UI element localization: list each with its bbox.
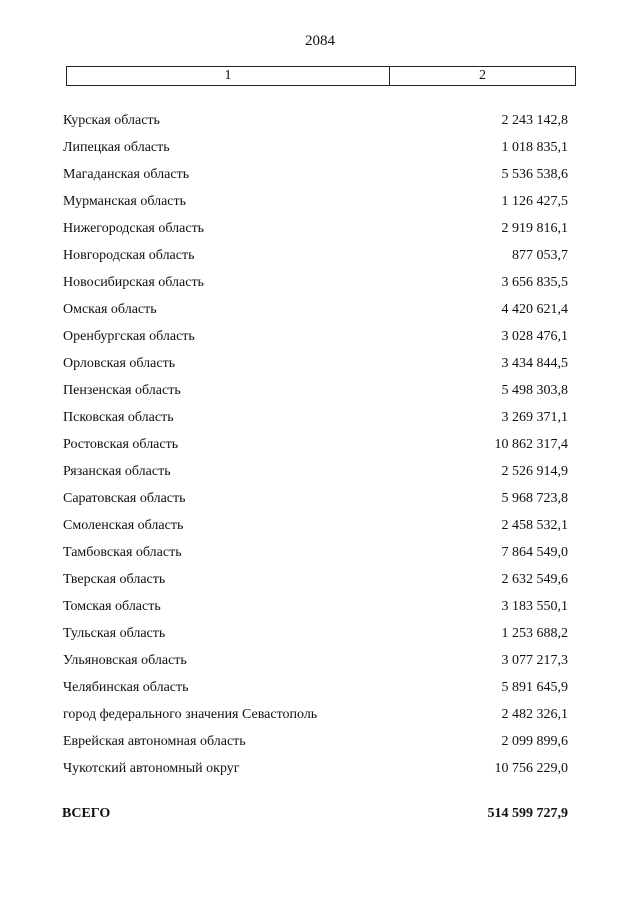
region-name: Рязанская область bbox=[63, 464, 171, 479]
total-label: ВСЕГО bbox=[62, 806, 111, 821]
region-value: 1 253 688,2 bbox=[501, 626, 568, 641]
region-name: Томская область bbox=[63, 599, 161, 614]
region-name: Тверская область bbox=[63, 572, 166, 587]
region-name: Курская область bbox=[63, 113, 160, 128]
table-row bbox=[0, 381, 640, 408]
region-value: 4 420 621,4 bbox=[501, 302, 568, 317]
table-row bbox=[0, 570, 640, 597]
table-header-col1: 1 bbox=[67, 67, 390, 85]
region-value: 2 632 549,6 bbox=[501, 572, 568, 587]
data-table-body bbox=[0, 111, 640, 786]
table-row bbox=[0, 624, 640, 651]
region-name: Новгородская область bbox=[63, 248, 195, 263]
region-value: 10 862 317,4 bbox=[494, 437, 568, 452]
region-value: 3 183 550,1 bbox=[501, 599, 568, 614]
region-value: 3 077 217,3 bbox=[501, 653, 568, 668]
table-row bbox=[0, 462, 640, 489]
table-row bbox=[0, 408, 640, 435]
table-row bbox=[0, 273, 640, 300]
table-header bbox=[66, 66, 576, 86]
region-name: Пензенская область bbox=[63, 383, 181, 398]
region-value: 5 891 645,9 bbox=[501, 680, 568, 695]
region-value: 1 126 427,5 bbox=[501, 194, 568, 209]
region-value: 2 458 532,1 bbox=[501, 518, 568, 533]
table-row bbox=[0, 165, 640, 192]
region-value: 3 434 844,5 bbox=[501, 356, 568, 371]
region-name: Тульская область bbox=[63, 626, 166, 641]
region-name: Магаданская область bbox=[63, 167, 190, 182]
region-value: 1 018 835,1 bbox=[501, 140, 568, 155]
region-value: 7 864 549,0 bbox=[501, 545, 568, 560]
table-row bbox=[0, 111, 640, 138]
region-name: Омская область bbox=[63, 302, 157, 317]
region-name: Ульяновская область bbox=[63, 653, 187, 668]
table-row bbox=[0, 759, 640, 786]
total-row bbox=[0, 804, 640, 826]
region-name: Мурманская область bbox=[63, 194, 187, 209]
region-name: город федерального значения Севастополь bbox=[63, 707, 318, 722]
table-row bbox=[0, 300, 640, 327]
table-row bbox=[0, 192, 640, 219]
region-value: 2 243 142,8 bbox=[501, 113, 568, 128]
table-row bbox=[0, 705, 640, 732]
table-row bbox=[0, 138, 640, 165]
region-name: Еврейская автономная область bbox=[63, 734, 246, 749]
region-name: Ростовская область bbox=[63, 437, 179, 452]
region-name: Чукотский автономный округ bbox=[63, 761, 240, 776]
region-value: 3 028 476,1 bbox=[501, 329, 568, 344]
table-row bbox=[0, 678, 640, 705]
region-name: Орловская область bbox=[63, 356, 176, 371]
table-row bbox=[0, 732, 640, 759]
region-name: Тамбовская область bbox=[63, 545, 182, 560]
region-value: 2 099 899,6 bbox=[501, 734, 568, 749]
region-name: Новосибирская область bbox=[63, 275, 204, 290]
table-row bbox=[0, 597, 640, 624]
region-name: Нижегородская область bbox=[63, 221, 205, 236]
table-row bbox=[0, 354, 640, 381]
region-value: 2 526 914,9 bbox=[501, 464, 568, 479]
region-value: 3 656 835,5 bbox=[501, 275, 568, 290]
page-number: 2084 bbox=[305, 33, 335, 49]
table-row bbox=[0, 489, 640, 516]
region-value: 10 756 229,0 bbox=[494, 761, 568, 776]
region-name: Челябинская область bbox=[63, 680, 189, 695]
total-value: 514 599 727,9 bbox=[487, 806, 568, 821]
region-value: 877 053,7 bbox=[512, 248, 568, 263]
region-value: 2 919 816,1 bbox=[501, 221, 568, 236]
region-name: Псковская область bbox=[63, 410, 174, 425]
table-row bbox=[0, 219, 640, 246]
table-row bbox=[0, 246, 640, 273]
region-value: 5 498 303,8 bbox=[501, 383, 568, 398]
region-value: 2 482 326,1 bbox=[501, 707, 568, 722]
table-row bbox=[0, 651, 640, 678]
region-value: 5 536 538,6 bbox=[501, 167, 568, 182]
region-value: 5 968 723,8 bbox=[501, 491, 568, 506]
region-name: Смоленская область bbox=[63, 518, 184, 533]
table-row bbox=[0, 435, 640, 462]
region-name: Саратовская область bbox=[63, 491, 186, 506]
region-name: Оренбургская область bbox=[63, 329, 195, 344]
region-name: Липецкая область bbox=[63, 140, 170, 155]
table-header-col2: 2 bbox=[479, 68, 486, 83]
table-row bbox=[0, 543, 640, 570]
region-value: 3 269 371,1 bbox=[501, 410, 568, 425]
table-row bbox=[0, 516, 640, 543]
table-row bbox=[0, 327, 640, 354]
